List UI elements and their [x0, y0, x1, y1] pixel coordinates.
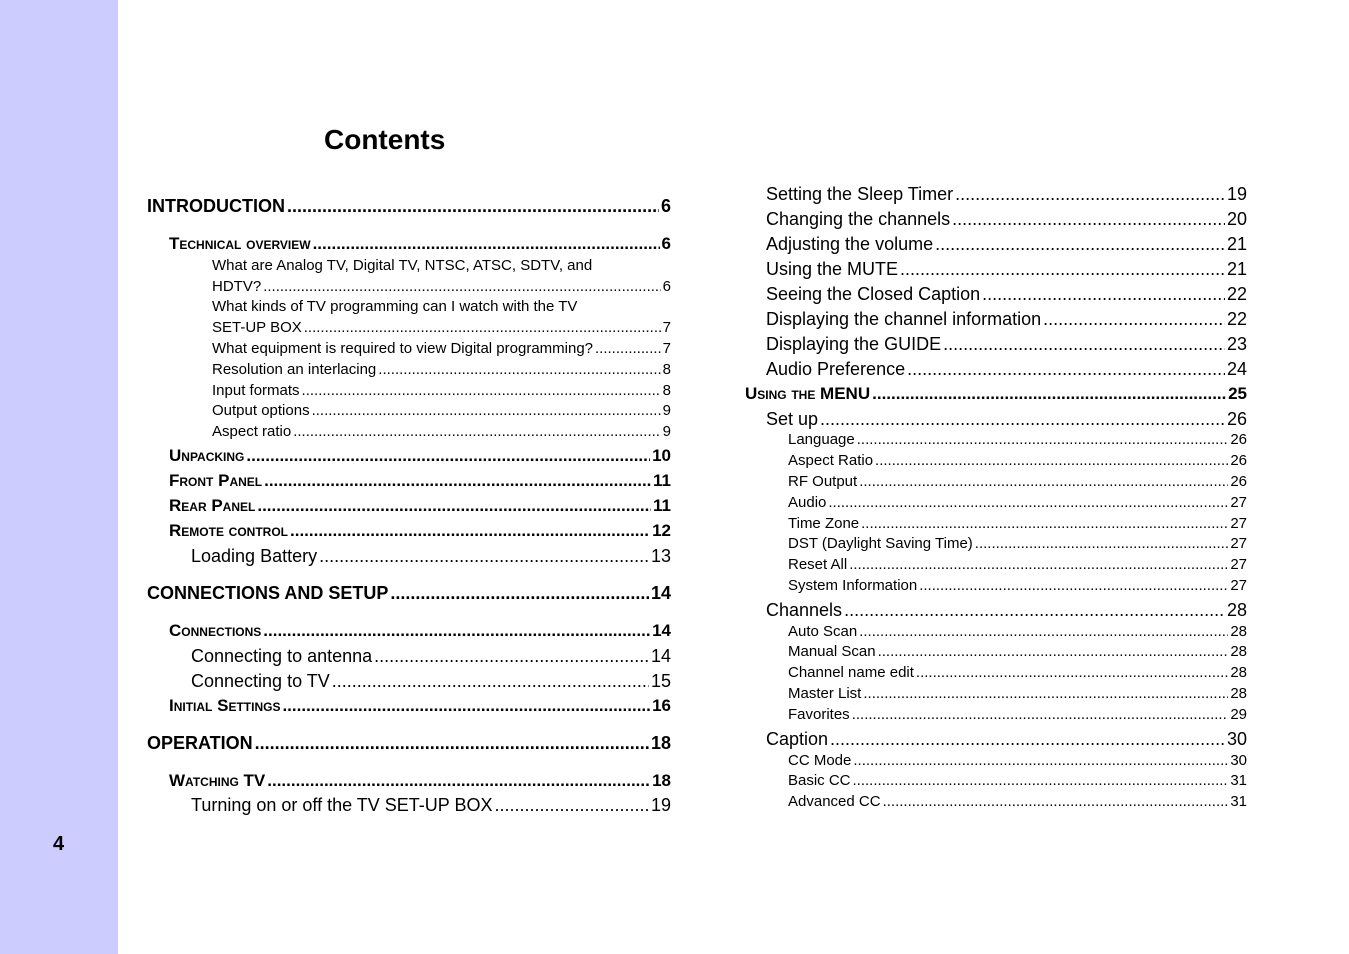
toc-entry-label: Advanced CC	[788, 793, 881, 810]
toc-entry[interactable]	[169, 443, 671, 469]
dot-leader	[390, 580, 649, 606]
toc-entry-page-number: 6	[660, 196, 671, 216]
toc-entry-page-number: 6	[661, 234, 671, 253]
toc-entry[interactable]	[169, 468, 671, 494]
toc-entry-page-number: 31	[1230, 793, 1247, 810]
toc-entry-label: Aspect Ratio	[788, 452, 874, 469]
dot-leader	[595, 339, 661, 359]
toc-entry[interactable]	[169, 768, 671, 794]
toc-entry[interactable]	[766, 231, 1247, 257]
toc-entry[interactable]	[766, 726, 1247, 752]
dot-leader	[828, 493, 1228, 513]
toc-entry-label: Rear Panel	[169, 496, 256, 515]
toc-entry-label: Aspect ratio	[212, 423, 292, 440]
dot-leader	[313, 231, 660, 257]
dot-leader	[319, 543, 649, 569]
dot-leader	[246, 443, 650, 469]
toc-entry-page-number: 28	[1226, 600, 1247, 620]
toc-entry-label: Time Zone	[788, 515, 860, 532]
toc-entry-label: DST (Daylight Saving Time)	[788, 535, 973, 552]
toc-entry-label: RF Output	[788, 473, 858, 490]
toc-entry-label: Watching TV	[169, 771, 266, 790]
dot-leader	[255, 730, 649, 756]
toc-entry-page-number: 7	[662, 319, 671, 336]
toc-entry-page-number: 6	[662, 278, 671, 295]
toc-entry[interactable]	[212, 422, 671, 442]
toc-entry-page-number: 24	[1226, 359, 1247, 379]
dot-leader	[952, 206, 1225, 232]
dot-leader	[859, 472, 1228, 492]
toc-entry[interactable]	[169, 693, 671, 719]
dot-leader	[257, 493, 651, 519]
toc-entry-page-number: 21	[1226, 259, 1247, 279]
dot-leader	[287, 193, 659, 219]
toc-entry-label: Displaying the channel information	[766, 309, 1042, 329]
toc-entry[interactable]	[147, 193, 671, 219]
toc-entry[interactable]	[766, 181, 1247, 207]
toc-entry-label: Audio	[788, 494, 827, 511]
toc-entry-page-number: 27	[1230, 515, 1247, 532]
toc-entry-label: Set up	[766, 409, 819, 429]
toc-entry-page-number: 18	[650, 733, 671, 753]
toc-entry[interactable]	[766, 597, 1247, 623]
dot-leader	[378, 360, 660, 380]
toc-entry-page-number: 23	[1226, 334, 1247, 354]
toc-entry-label: Favorites	[788, 706, 850, 723]
dot-leader	[312, 401, 661, 421]
toc-entry[interactable]	[191, 668, 671, 694]
toc-entry-page-number: 15	[650, 671, 671, 691]
toc-entry-label: Technical overview	[169, 234, 311, 253]
page-number: 4	[53, 833, 65, 855]
toc-entry-page-number: 16	[652, 696, 671, 715]
dot-leader	[853, 771, 1229, 791]
toc-entry-page-number: 25	[1228, 384, 1247, 403]
toc-entry-label: Resolution an interlacing	[212, 361, 377, 378]
dot-leader	[1043, 306, 1225, 332]
toc-entry-page-number: 27	[1230, 494, 1247, 511]
toc-entry-page-number: 26	[1226, 409, 1247, 429]
dot-leader	[282, 693, 650, 719]
toc-entry[interactable]	[169, 518, 671, 544]
toc-entry-page-number: 8	[662, 361, 671, 378]
toc-entry[interactable]	[191, 643, 671, 669]
toc-entry[interactable]	[212, 339, 671, 359]
toc-entry-label: Adjusting the volume	[766, 234, 934, 254]
toc-entry[interactable]	[788, 493, 1247, 513]
dot-leader	[374, 643, 649, 669]
toc-entry[interactable]	[788, 684, 1247, 704]
toc-entry-label: Connecting to antenna	[191, 646, 373, 666]
toc-entry[interactable]	[788, 555, 1247, 575]
dot-leader	[304, 318, 661, 338]
toc-entry-label: Turning on or off the TV SET-UP BOX	[191, 795, 493, 815]
toc-entry[interactable]	[788, 792, 1247, 812]
toc-entry-label: Input formats	[212, 382, 300, 399]
toc-entry-label: Front Panel	[169, 471, 263, 490]
dot-leader	[302, 381, 661, 401]
toc-entry[interactable]	[147, 580, 671, 606]
page-margin-band	[0, 0, 118, 954]
toc-entry[interactable]	[745, 381, 1247, 407]
toc-entry[interactable]	[766, 206, 1247, 232]
toc-entry[interactable]	[788, 514, 1247, 534]
dot-leader	[883, 792, 1229, 812]
toc-entry-label: CC Mode	[788, 752, 852, 769]
dot-leader	[293, 422, 660, 442]
dot-leader	[935, 231, 1225, 257]
toc-entry-page-number: 19	[650, 795, 671, 815]
toc-entry-label: Connections	[169, 621, 262, 640]
toc-entry-page-number: 28	[1230, 664, 1247, 681]
toc-entry-label-line: What kinds of TV programming can I watch with the TV	[212, 298, 578, 315]
toc-entry[interactable]	[212, 360, 671, 380]
toc-entry-page-number: 27	[1230, 556, 1247, 573]
toc-entry-label: Initial Settings	[169, 696, 281, 715]
toc-entry[interactable]	[191, 543, 671, 569]
toc-entry[interactable]	[169, 493, 671, 519]
dot-leader	[853, 751, 1228, 771]
dot-leader	[975, 534, 1229, 554]
toc-entry-page-number: 18	[652, 771, 671, 790]
toc-entry[interactable]	[212, 318, 671, 338]
toc-entry-page-number: 10	[652, 446, 671, 465]
toc-entry-label: What equipment is required to view Digital programming?	[212, 340, 594, 357]
dot-leader	[878, 642, 1229, 662]
toc-entry-page-number: 9	[662, 423, 671, 440]
toc-entry-label: Caption	[766, 729, 829, 749]
page-title: Contents	[324, 124, 446, 155]
dot-leader	[861, 514, 1228, 534]
toc-entry-page-number: 27	[1230, 535, 1247, 552]
toc-entry-page-number: 30	[1226, 729, 1247, 749]
toc-entry-label: Language	[788, 431, 855, 448]
toc-entry[interactable]	[788, 451, 1247, 471]
toc-entry-page-number: 26	[1230, 473, 1247, 490]
toc-entry-label: HDTV?	[212, 278, 262, 295]
toc-entry-page-number: 30	[1230, 752, 1247, 769]
toc-entry-page-number: 14	[650, 583, 671, 603]
toc-entry-page-number: 28	[1230, 623, 1247, 640]
toc-entry[interactable]	[788, 642, 1247, 662]
toc-entry-label: Auto Scan	[788, 623, 858, 640]
toc-entry-page-number: 13	[650, 546, 671, 566]
toc-entry[interactable]	[766, 356, 1247, 382]
toc-entry-label: System Information	[788, 577, 918, 594]
toc-entry[interactable]	[788, 472, 1247, 492]
toc-entry-page-number: 11	[653, 496, 671, 515]
toc-entry-page-number: 21	[1226, 234, 1247, 254]
toc-entry-label: Remote control	[169, 521, 288, 540]
toc-entry[interactable]	[788, 663, 1247, 683]
toc-entry-page-number: 27	[1230, 577, 1247, 594]
dot-leader	[857, 430, 1229, 450]
toc-entry[interactable]	[212, 401, 671, 421]
toc-entry[interactable]	[212, 381, 671, 401]
toc-entry-label: Changing the channels	[766, 209, 951, 229]
toc-entry-label: Using the MUTE	[766, 259, 899, 279]
toc-entry-label: Channels	[766, 600, 843, 620]
toc-entry-label: Reset All	[788, 556, 848, 573]
toc-entry[interactable]	[766, 306, 1247, 332]
toc-entry-label: Loading Battery	[191, 546, 318, 566]
toc-entry[interactable]	[788, 751, 1247, 771]
dot-leader	[900, 256, 1225, 282]
toc-entry[interactable]	[788, 771, 1247, 791]
dot-leader	[263, 277, 660, 297]
toc-entry[interactable]	[169, 231, 671, 257]
dot-leader	[919, 576, 1228, 596]
toc-entry-page-number: 12	[652, 521, 671, 540]
toc-entry-page-number: 19	[1226, 184, 1247, 204]
dot-leader	[820, 406, 1225, 432]
dot-leader	[264, 468, 651, 494]
toc-entry[interactable]	[147, 730, 671, 756]
toc-entry-page-number: 7	[662, 340, 671, 357]
toc-entry-label: SET-UP BOX	[212, 319, 302, 336]
toc-entry-label: INTRODUCTION	[147, 196, 285, 216]
toc-entry[interactable]	[788, 430, 1247, 450]
dot-leader	[907, 356, 1225, 382]
toc-entry[interactable]	[766, 406, 1247, 432]
toc-entry-page-number: 28	[1230, 685, 1247, 702]
toc-entry-page-number: 26	[1230, 431, 1247, 448]
toc-entry-page-number: 22	[1226, 309, 1247, 329]
dot-leader	[982, 281, 1225, 307]
toc-entry-page-number: 31	[1230, 772, 1247, 789]
toc-entry[interactable]	[191, 792, 671, 818]
dot-leader	[852, 705, 1229, 725]
toc-entry-label: Audio Preference	[766, 359, 906, 379]
dot-leader	[290, 518, 650, 544]
toc-entry-label: Seeing the Closed Caption	[766, 284, 981, 304]
dot-leader	[955, 181, 1225, 207]
toc-entry-page-number: 9	[662, 402, 671, 419]
toc-entry-page-number: 22	[1226, 284, 1247, 304]
toc-entry-label: Output options	[212, 402, 310, 419]
toc-entry[interactable]	[766, 256, 1247, 282]
toc-entry[interactable]	[788, 534, 1247, 554]
toc-entry[interactable]	[788, 622, 1247, 642]
dot-leader	[849, 555, 1228, 575]
toc-entry[interactable]	[169, 618, 671, 644]
toc-entry-label: Unpacking	[169, 446, 245, 465]
toc-entry-label: Master List	[788, 685, 862, 702]
toc-entry[interactable]	[766, 281, 1247, 307]
toc-entry-page-number: 26	[1230, 452, 1247, 469]
toc-entry-label: Channel name edit	[788, 664, 914, 681]
toc-entry-label: OPERATION	[147, 733, 253, 753]
toc-entry[interactable]	[788, 576, 1247, 596]
dot-leader	[844, 597, 1225, 623]
toc-entry-label: Using the MENU	[745, 384, 871, 403]
toc-entry-label-line: What are Analog TV, Digital TV, NTSC, ATSC, SDTV, and	[212, 257, 593, 274]
toc-entry-label: Connecting to TV	[191, 671, 330, 691]
dot-leader	[332, 668, 649, 694]
dot-leader	[943, 331, 1225, 357]
dot-leader	[875, 451, 1228, 471]
dot-leader	[872, 381, 1226, 407]
toc-entry-page-number: 14	[652, 621, 671, 640]
toc-entry-page-number: 28	[1230, 643, 1247, 660]
toc-entry-label: Setting the Sleep Timer	[766, 184, 954, 204]
toc-entry-page-number: 8	[662, 382, 671, 399]
dot-leader	[916, 663, 1228, 683]
toc-entry[interactable]	[766, 331, 1247, 357]
dot-leader	[494, 792, 648, 818]
dot-leader	[267, 768, 650, 794]
toc-entry-label: Displaying the GUIDE	[766, 334, 942, 354]
dot-leader	[859, 622, 1228, 642]
toc-entry-label: Manual Scan	[788, 643, 876, 660]
dot-leader	[863, 684, 1228, 704]
toc-entry-label: CONNECTIONS AND SETUP	[147, 583, 389, 603]
toc-entry-page-number: 14	[650, 646, 671, 666]
toc-entry-page-number: 29	[1230, 706, 1247, 723]
toc-entry[interactable]	[788, 705, 1247, 725]
dot-leader	[830, 726, 1225, 752]
toc-entry-page-number: 11	[653, 471, 671, 490]
toc-entry-page-number: 20	[1226, 209, 1247, 229]
toc-entry[interactable]	[212, 277, 671, 297]
dot-leader	[263, 618, 650, 644]
toc-entry-label: Basic CC	[788, 772, 851, 789]
